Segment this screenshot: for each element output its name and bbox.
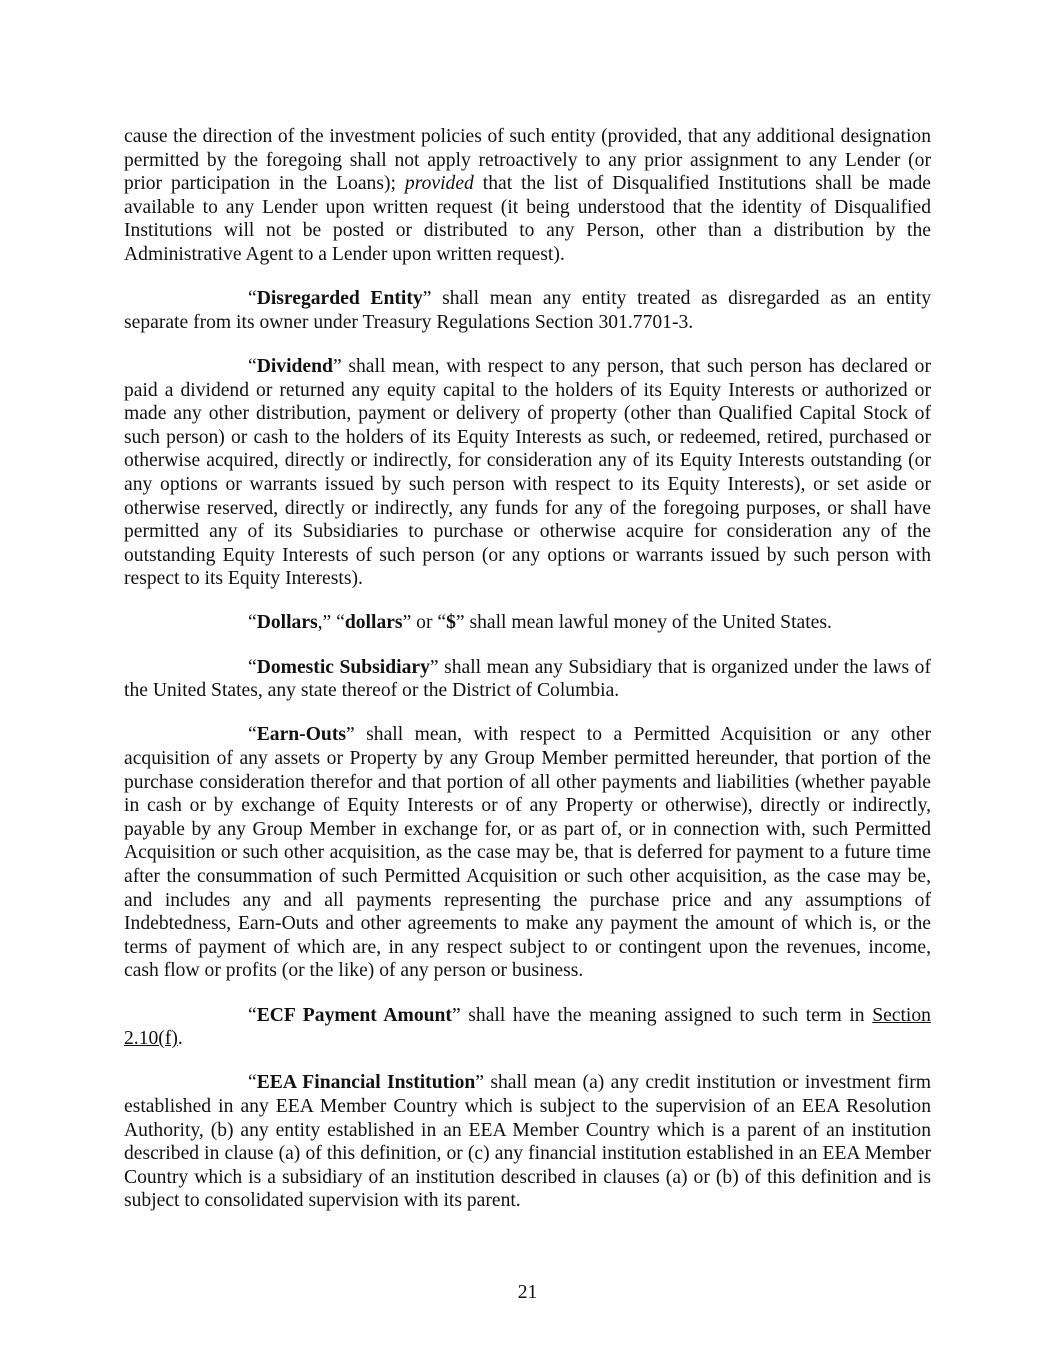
defined-term: EEA Financial Institution [256, 1072, 476, 1094]
definition-dollars [124, 611, 931, 635]
definition-text: ” shall mean, with respect to a Permitted Acquisition or any other acquisition of any assets or Property by any Group Member permitted hereunder, that portion of the purchase consideration therefor and that portion of all other payments and liabilities (whether payable in cash or by exchange of Equity Interests or of any Property or otherwise), directly or indirectly, payable by any Group Member in exchange for, or as part of, or in connection with, such Permitted Acquisition or such other acquisition, as the case may be, that is deferred for payment to a future time after the consummation of such Permitted Acquisition or such other acquisition, as the case may be, and includes any and all payments representing the purchase price and any assumptions of Indebtedness, Earn-Outs and other agreements to make any payment the amount of which is, or the terms of payment of which are, in any respect subject to or contingent upon the revenues, income, cash flow or profits (or the like) of any person or business. [124, 724, 931, 982]
definition-text: ” shall mean any entity treated as disregarded as an entity separate from its owner under Treasury Regulations Section 301.7701-3. [124, 288, 931, 333]
definition-domestic-subsidiary [124, 656, 931, 703]
separator-text: ,” “ [317, 612, 345, 634]
defined-term: dollars [344, 612, 403, 634]
definition-text: ” shall mean (a) any credit institution or investment firm established in any EEA Member Country which is subject to the supervision of an EEA Resolution Authority, (b) any entity established in an EEA Member Country which is a parent of an institution described in clause (a) of this definition, or (c) any financial institution established in an EEA Member Country which is a subsidiary of an institution described in clauses (a) or (b) of this definition and is subject to consolidated supervision with its parent. [124, 1072, 931, 1212]
defined-term: Disregarded Entity [256, 288, 423, 310]
quote-mark: “ [248, 288, 257, 310]
paragraph-continuation [124, 125, 931, 267]
definition-dividend [124, 355, 931, 591]
definition-eea-financial-institution [124, 1071, 931, 1213]
emphasis-provided: provided [404, 173, 474, 195]
quote-mark: “ [248, 355, 257, 377]
definition-text: ” shall mean, with respect to any person, that such person has declared or paid a dividend or returned any equity capital to the holders of its Equity Interests or authorized or made any other distribution, payment or delivery of property (other than Qualified Capital Stock of such person) or cash to the holders of its Equity Interests as such, or redeemed, retired, purchased or otherwise acquired, directly or indirectly, for consideration any of its Equity Interests outstanding (or any options or warrants issued by such person with respect to its Equity Interests), or set aside or otherwise reserved, directly or indirectly, any funds for any of the foregoing purposes, or shall have permitted any of its Subsidiaries to purchase or otherwise acquire for consideration any of the outstanding Equity Interests of such person (or any options or warrants issued by such person with respect to its Equity Interests). [124, 355, 931, 590]
text-run: cause the direction of the investment policies of such entity (provided, that any additional designation permitted by the foregoing shall not apply retroactively to any prior assignment to any Lender (or prior participation in the Loans); [124, 126, 931, 195]
text-run: that the list of Disqualified Institutions shall be made available to any Lender upon written request (it being understood that the identity of Disqualified Institutions will not be posted or distributed to any Person, other than a distribution by the Administrative Agent to a Lender upon written request). [124, 173, 931, 265]
separator-text: ” or “ [402, 612, 447, 634]
definition-text: ” shall mean any Subsidiary that is organized under the laws of the United States, any state thereof or the District of Columbia. [124, 656, 931, 702]
quote-mark: “ [248, 612, 257, 634]
defined-term: $ [446, 612, 456, 634]
defined-term: Dividend [256, 355, 333, 377]
definition-earn-outs [124, 723, 931, 983]
defined-term: ECF Payment Amount [256, 1004, 452, 1026]
definition-text: ” shall mean lawful money of the United States. [455, 612, 832, 634]
quote-mark: “ [248, 724, 257, 746]
definition-text: ” shall have the meaning assigned to such term in [451, 1004, 873, 1026]
quote-mark: “ [248, 656, 257, 678]
quote-mark: “ [248, 1072, 257, 1094]
defined-term: Dollars [256, 612, 318, 634]
defined-term: Earn-Outs [256, 724, 346, 746]
defined-term: Domestic Subsidiary [256, 656, 430, 678]
section-reference: Section 2.10(f) [124, 1004, 931, 1050]
quote-mark: “ [248, 1004, 257, 1026]
page-number: 21 [517, 1282, 538, 1303]
definition-text: . [177, 1028, 183, 1050]
document-page [124, 125, 931, 1234]
definition-ecf-payment-amount [124, 1004, 931, 1051]
definition-disregarded-entity [124, 287, 931, 334]
